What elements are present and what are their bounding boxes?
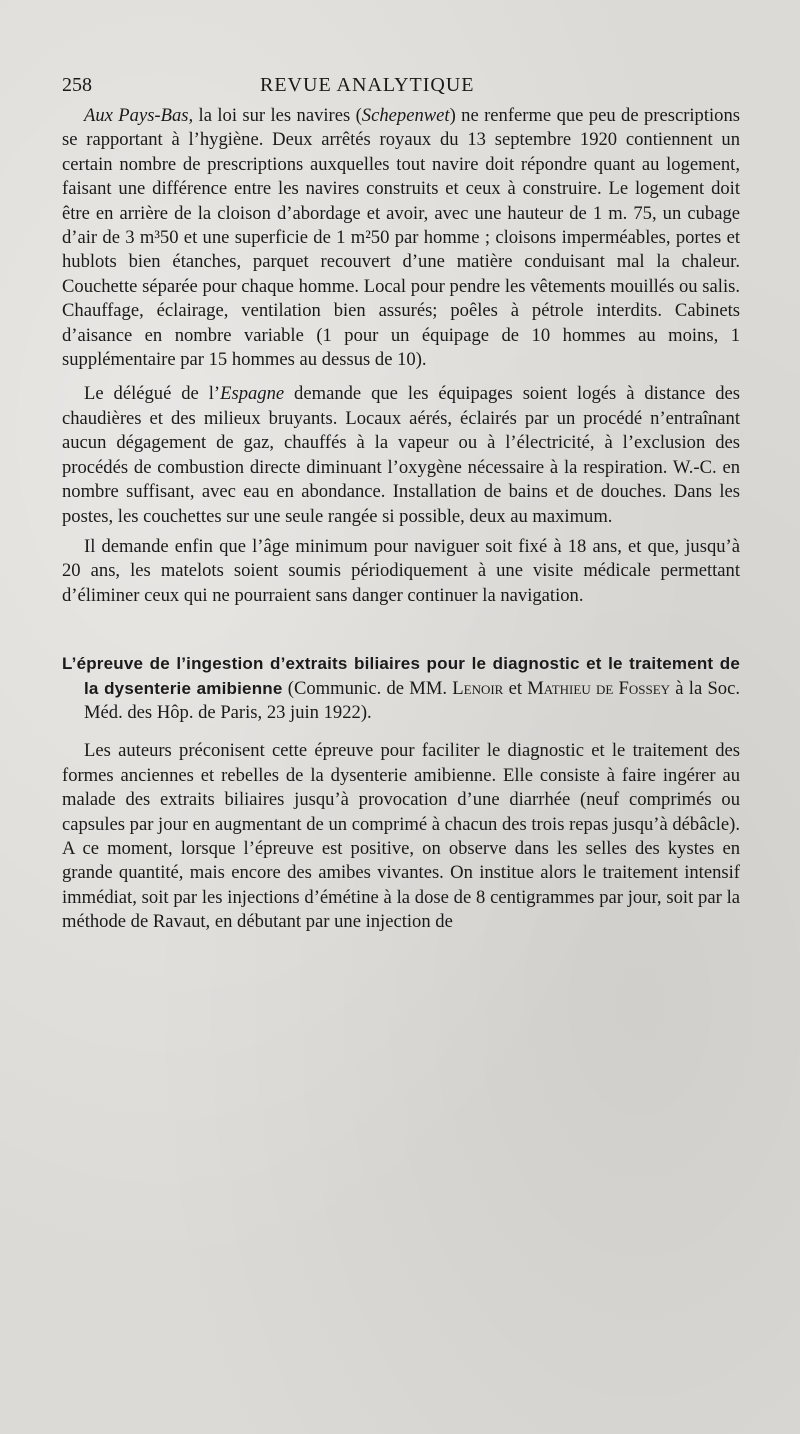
journal-title: REVUE ANALYTIQUE: [260, 74, 475, 96]
country-name: Espagne: [220, 383, 285, 405]
page-number: 258: [62, 74, 92, 96]
paragraph-age-minimum: [62, 535, 740, 608]
section-reference: (Communic. de MM.: [282, 677, 453, 699]
paragraph-text: demande que les équipages soient logés à distance des chaudières et des milieux bruyants. Locaux aérés, éclairés par un procédé n’entraînant aucun dégagement de gaz, chauffés à la vapeur ou à l’électricité, à l’exclusion des procédés de combustion directe diminuant l’oxygène nécessaire à la respiration. W.-C. en nombre suffisant, avec eau en abondance. Installation de bains et de douches. Dans les postes, les couchettes sur une seule rangée si possible, deux au maximum.: [62, 383, 740, 527]
paragraph-pays-bas: [62, 104, 740, 372]
author-name: Mathieu de Fossey: [527, 677, 671, 699]
paragraph-text: Le délégué de l’: [84, 383, 221, 405]
author-name: Lenoir: [452, 677, 504, 699]
section-heading: [62, 652, 740, 725]
paragraph-text: Il demande enfin que l’âge minimum pour naviguer soit fixé à 18 ans, et que, jusqu’à 20 ans, les matelots soient soumis périodiquement à une visite médicale permettant d’éliminer ceux qui ne pourraient sans danger continuer la navigation.: [62, 535, 740, 606]
paragraph-text: la loi sur les navires (: [193, 105, 362, 126]
country-name: Aux Pays-Bas,: [84, 105, 194, 126]
running-head: [62, 70, 740, 104]
section-title: L’épreuve de l’ingestion d’extraits biliaires pour le diagnostic et le traitement de la dysenterie amibienne: [62, 654, 740, 698]
paragraph-text: ) ne renferme que peu de prescriptions se rapportant à l’hygiène. Deux arrêtés royaux du 13 septembre 1920 contiennent un certain nombre de prescriptions auxquelles tout navire doit répondre quant au logement, faisant une différence entre les navires construits et ceux à construire. Le logement doit être en arrière de la cloison d’abordage et avoir, avec une hauteur de 1 m. 75, un cubage d’air de 3 m³50 et une superficie de 1 m²50 par homme ; cloisons imperméables, portes et hublots bien étanches, parquet recouvert d’une matière conduisant mal la chaleur. Couchette séparée pour chaque homme. Local pour pendre les vêtements mouillés ou salis. Chauffage, éclairage, ventilation bien assurés; poêles à pétrole interdits. Cabinets d’aisance en nombre variable (1 pour un équipage de 10 hommes au moins, 1 supplémentaire par 15 hommes au dessus de 10).: [62, 105, 741, 371]
paragraph-espagne: [62, 382, 740, 528]
section-reference: à la Soc. Méd. des Hôp. de Paris, 23 juin 1922).: [84, 677, 740, 723]
paragraph-section-text: Les auteurs préconisent cette épreuve pour faciliter le diagnostic et le traitement des formes anciennes et rebelles de la dysenterie amibienne. Elle consiste à faire ingérer au malade des extraits biliaires jusqu’à provocation d’une diarrhée (neuf comprimés ou capsules par jour en augmentant de un comprimé à chacun des trois repas jusqu’à débâcle). A ce moment, lorsque l’épreuve est positive, on observe dans les selles des kystes en grande quantité, mais encore des amibes vivantes. On institue alors le traitement intensif immédiat, soit par les injections d’émétine à la dose de 8 centigrammes par jour, soit par la méthode de Ravaut, en débutant par une injection de: [62, 740, 740, 933]
section-body: [62, 739, 740, 934]
law-name: Schepenwet: [361, 105, 450, 126]
section-reference: et: [503, 677, 528, 699]
article-body: [62, 104, 740, 608]
